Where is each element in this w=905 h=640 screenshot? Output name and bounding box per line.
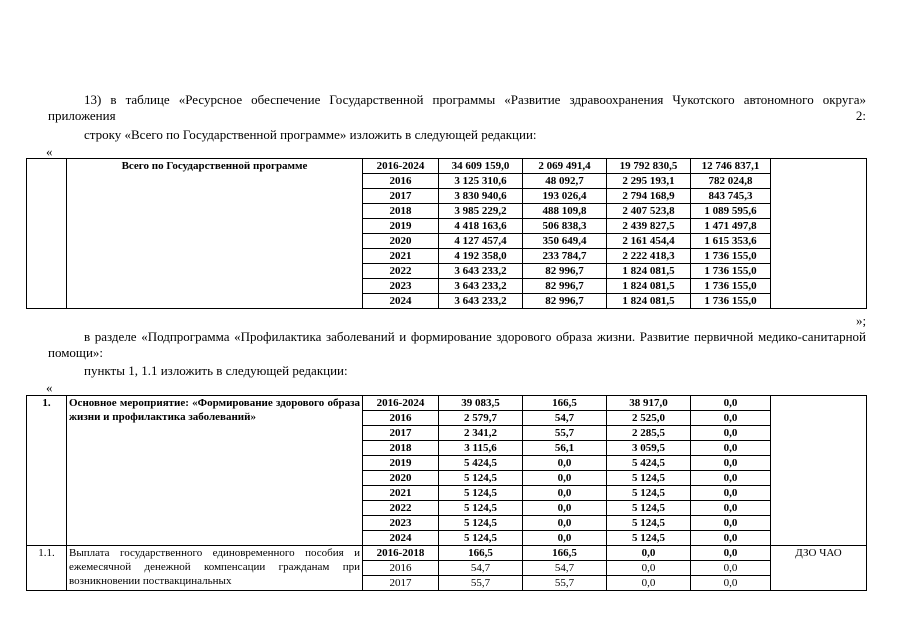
value-cell: 5 124,5 — [439, 516, 523, 531]
value-cell: 0,0 — [607, 561, 691, 576]
value-cell: 2 525,0 — [607, 411, 691, 426]
period-cell: 2020 — [363, 234, 439, 249]
value-cell: 0,0 — [691, 486, 771, 501]
value-cell: 5 124,5 — [607, 471, 691, 486]
period-cell: 2016-2018 — [363, 546, 439, 561]
value-cell: 1 736 155,0 — [691, 249, 771, 264]
period-cell: 2016-2024 — [363, 396, 439, 411]
value-cell: 5 124,5 — [607, 531, 691, 546]
value-cell: 0,0 — [523, 531, 607, 546]
value-cell: 0,0 — [691, 576, 771, 591]
value-cell: 233 784,7 — [523, 249, 607, 264]
table-row — [27, 159, 867, 174]
value-cell: 1 824 081,5 — [607, 264, 691, 279]
value-cell: 0,0 — [523, 456, 607, 471]
executor-cell: ДЗО ЧАО — [771, 546, 867, 591]
value-cell: 0,0 — [691, 546, 771, 561]
period-cell: 2024 — [363, 294, 439, 309]
value-cell: 488 109,8 — [523, 204, 607, 219]
value-cell: 0,0 — [691, 426, 771, 441]
value-cell: 38 917,0 — [607, 396, 691, 411]
value-cell: 1 824 081,5 — [607, 294, 691, 309]
value-cell: 5 124,5 — [439, 486, 523, 501]
value-cell: 0,0 — [691, 456, 771, 471]
value-cell: 1 089 595,6 — [691, 204, 771, 219]
subprogram-table — [26, 395, 867, 591]
value-cell: 2 285,5 — [607, 426, 691, 441]
value-cell: 0,0 — [691, 411, 771, 426]
value-cell: 5 424,5 — [439, 456, 523, 471]
period-cell: 2016 — [363, 174, 439, 189]
value-cell: 2 407 523,8 — [607, 204, 691, 219]
value-cell: 0,0 — [691, 561, 771, 576]
period-cell: 2018 — [363, 204, 439, 219]
row-label: Основное мероприятие: «Формирование здорового образа жизни и профилактика заболеваний» — [67, 396, 363, 546]
value-cell: 843 745,3 — [691, 189, 771, 204]
period-cell: 2018 — [363, 441, 439, 456]
period-cell: 2016-2024 — [363, 159, 439, 174]
value-cell: 0,0 — [607, 576, 691, 591]
value-cell: 0,0 — [691, 501, 771, 516]
period-cell: 2016 — [363, 561, 439, 576]
period-cell: 2020 — [363, 471, 439, 486]
value-cell: 48 092,7 — [523, 174, 607, 189]
value-cell: 19 792 830,5 — [607, 159, 691, 174]
value-cell: 3 059,5 — [607, 441, 691, 456]
value-cell: 2 295 193,1 — [607, 174, 691, 189]
period-cell: 2023 — [363, 279, 439, 294]
intro-paragraph: 13) в таблице «Ресурсное обеспечение Государственной программы «Развитие здравоохранения Чукотского автономного округа» приложения 2: — [48, 92, 866, 123]
period-cell: 2021 — [363, 486, 439, 501]
value-cell: 0,0 — [691, 471, 771, 486]
value-cell: 12 746 837,1 — [691, 159, 771, 174]
value-cell: 1 736 155,0 — [691, 264, 771, 279]
value-cell: 1 736 155,0 — [691, 279, 771, 294]
row-label: Выплата государственного единовременного пособия и ежемесячной денежной компенсации гражданам при возникновении поствакцинальных — [67, 546, 363, 591]
value-cell: 3 643 233,2 — [439, 264, 523, 279]
value-cell: 3 125 310,6 — [439, 174, 523, 189]
value-cell: 54,7 — [439, 561, 523, 576]
value-cell: 4 127 457,4 — [439, 234, 523, 249]
value-cell: 55,7 — [439, 576, 523, 591]
value-cell: 55,7 — [523, 426, 607, 441]
value-cell: 5 124,5 — [439, 501, 523, 516]
value-cell: 0,0 — [607, 546, 691, 561]
value-cell: 0,0 — [523, 516, 607, 531]
executor-cell — [771, 159, 867, 309]
value-cell: 39 083,5 — [439, 396, 523, 411]
instruction-paragraph: строку «Всего по Государственной программе» изложить в следующей редакции: — [84, 127, 537, 142]
value-cell: 3 115,6 — [439, 441, 523, 456]
value-cell: 5 124,5 — [607, 501, 691, 516]
value-cell: 3 830 940,6 — [439, 189, 523, 204]
value-cell: 3 985 229,2 — [439, 204, 523, 219]
number-cell — [27, 159, 67, 309]
value-cell: 1 471 497,8 — [691, 219, 771, 234]
value-cell: 0,0 — [691, 441, 771, 456]
value-cell: 506 838,3 — [523, 219, 607, 234]
value-cell: 782 024,8 — [691, 174, 771, 189]
value-cell: 5 124,5 — [439, 471, 523, 486]
period-cell: 2022 — [363, 501, 439, 516]
value-cell: 166,5 — [523, 546, 607, 561]
value-cell: 3 643 233,2 — [439, 279, 523, 294]
value-cell: 1 615 353,6 — [691, 234, 771, 249]
row-number: 1. — [27, 396, 67, 546]
value-cell: 2 579,7 — [439, 411, 523, 426]
period-cell: 2019 — [363, 219, 439, 234]
period-cell: 2021 — [363, 249, 439, 264]
value-cell: 82 996,7 — [523, 279, 607, 294]
value-cell: 2 794 168,9 — [607, 189, 691, 204]
open-quote: « — [46, 144, 53, 159]
value-cell: 166,5 — [523, 396, 607, 411]
value-cell: 166,5 — [439, 546, 523, 561]
value-cell: 0,0 — [691, 516, 771, 531]
items-paragraph: пункты 1, 1.1 изложить в следующей редакции: — [84, 363, 348, 378]
value-cell: 3 643 233,2 — [439, 294, 523, 309]
value-cell: 55,7 — [523, 576, 607, 591]
value-cell: 5 124,5 — [607, 486, 691, 501]
value-cell: 2 222 418,3 — [607, 249, 691, 264]
row-label: Всего по Государственной программе — [67, 159, 363, 309]
period-cell: 2022 — [363, 264, 439, 279]
period-cell: 2017 — [363, 576, 439, 591]
value-cell: 2 069 491,4 — [523, 159, 607, 174]
period-cell: 2023 — [363, 516, 439, 531]
period-cell: 2024 — [363, 531, 439, 546]
value-cell: 193 026,4 — [523, 189, 607, 204]
table-row — [27, 396, 867, 411]
value-cell: 4 192 358,0 — [439, 249, 523, 264]
value-cell: 0,0 — [691, 396, 771, 411]
value-cell: 34 609 159,0 — [439, 159, 523, 174]
section-paragraph: в разделе «Подпрограмма «Профилактика заболеваний и формирование здорового образа жизни. Развитие первичной медико-санитарной помощи»: — [48, 329, 866, 360]
value-cell: 350 649,4 — [523, 234, 607, 249]
row-number: 1.1. — [27, 546, 67, 591]
executor-cell — [771, 396, 867, 546]
period-cell: 2019 — [363, 456, 439, 471]
value-cell: 2 341,2 — [439, 426, 523, 441]
value-cell: 54,7 — [523, 561, 607, 576]
value-cell: 0,0 — [523, 501, 607, 516]
close-quote: »; — [856, 313, 867, 328]
period-cell: 2017 — [363, 426, 439, 441]
total-program-table — [26, 158, 867, 309]
open-quote-2: « — [46, 380, 53, 395]
value-cell: 0,0 — [523, 486, 607, 501]
value-cell: 82 996,7 — [523, 264, 607, 279]
period-cell: 2017 — [363, 189, 439, 204]
value-cell: 56,1 — [523, 441, 607, 456]
value-cell: 2 439 827,5 — [607, 219, 691, 234]
value-cell: 1 736 155,0 — [691, 294, 771, 309]
value-cell: 1 824 081,5 — [607, 279, 691, 294]
value-cell: 5 124,5 — [607, 516, 691, 531]
value-cell: 82 996,7 — [523, 294, 607, 309]
value-cell: 5 124,5 — [439, 531, 523, 546]
value-cell: 0,0 — [691, 531, 771, 546]
value-cell: 0,0 — [523, 471, 607, 486]
value-cell: 2 161 454,4 — [607, 234, 691, 249]
value-cell: 54,7 — [523, 411, 607, 426]
value-cell: 5 424,5 — [607, 456, 691, 471]
table-row — [27, 546, 867, 561]
value-cell: 4 418 163,6 — [439, 219, 523, 234]
period-cell: 2016 — [363, 411, 439, 426]
